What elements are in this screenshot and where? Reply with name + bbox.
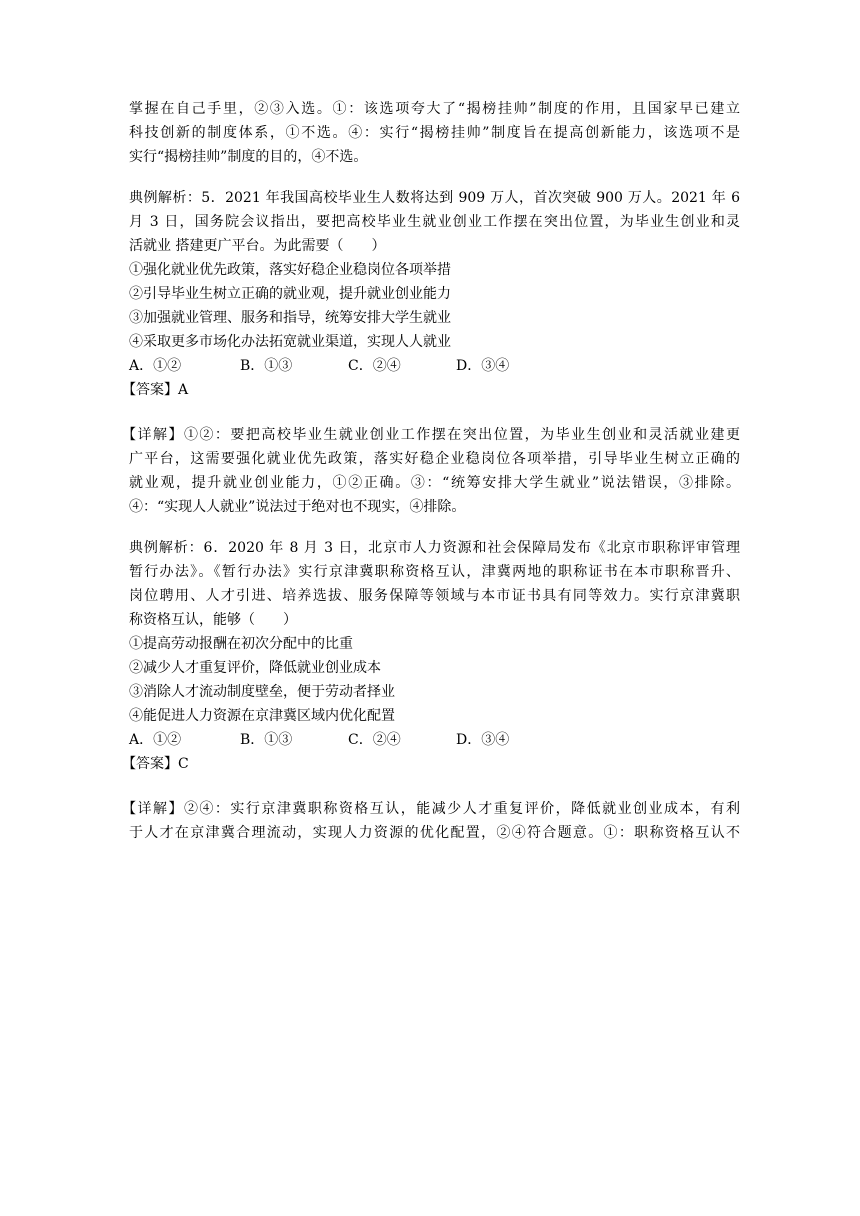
intro-line: 科技创新的制度体系，①不选。④：实行“揭榜挂帅”制度旨在提高创新能力，该选项不是 — [129, 125, 740, 141]
intro-paragraph — [129, 97, 740, 169]
q6-choices — [129, 728, 740, 752]
q5-detail-line: 就业观，提升就业创业能力，①②正确。③：“统筹安排大学生就业”说法错误，③排除。 — [129, 475, 740, 491]
q5-option-1: ①强化就业优先政策，落实好稳企业稳岗位各项举措 — [129, 262, 451, 278]
q6-answer: 【答案】C — [122, 756, 189, 772]
q5-choice-b: B．①③ — [240, 358, 293, 374]
q5-detail-line: 【详解】①②：要把高校毕业生就业创业工作摆在突出位置，为毕业生创业和灵活就业建更 — [122, 427, 740, 443]
q5-choice-c: C．②④ — [348, 358, 401, 374]
q5-stem — [129, 186, 740, 258]
q6-option-1: ①提高劳动报酬在初次分配中的比重 — [129, 636, 353, 652]
q6-detail — [122, 797, 740, 845]
q5-choice-d: D．③④ — [456, 358, 510, 374]
q6-detail-line: 【详解】②④：实行京津冀职称资格互认，能减少人才重复评价，降低就业创业成本，有利 — [122, 801, 740, 817]
q5-choices — [129, 354, 740, 378]
q6-stem — [129, 536, 740, 632]
intro-line: 实行“揭榜挂帅”制度的目的，④不选。 — [129, 149, 368, 165]
q5-detail-line: 广平台，这需要强化就业优先政策，落实好稳企业稳岗位各项举措，引导毕业生树立正确的 — [129, 451, 740, 467]
q5-option-3: ③加强就业管理、服务和指导，统筹安排大学生就业 — [129, 310, 451, 326]
intro-line: 掌握在自己手里，②③入选。①：该选项夸大了“揭榜挂帅”制度的作用，且国家早已建立 — [129, 101, 740, 117]
q5-option-2: ②引导毕业生树立正确的就业观，提升就业创业能力 — [129, 286, 451, 302]
q6-choice-a: A．①② — [129, 732, 182, 748]
q5-stem-line: 典例解析：5．2021 年我国高校毕业生人数将达到 909 万人，首次突破 900 万人。2021 年 6 — [129, 190, 740, 206]
q6-option-2: ②减少人才重复评价，降低就业创业成本 — [129, 660, 381, 676]
q5-detail-line: ④：“实现人人就业”说法过于绝对也不现实，④排除。 — [129, 499, 466, 515]
q6-stem-line: 岗位聘用、人才引进、培养选拔、服务保障等领域与本市证书具有同等效力。实行京津冀职 — [129, 588, 740, 604]
q6-stem-line: 称资格互认，能够（ ） — [129, 612, 297, 628]
q6-choice-b: B．①③ — [240, 732, 293, 748]
q6-stem-line: 暂行办法》。《暂行办法》实行京津冀职称资格互认，津冀两地的职称证书在本市职称晋升、 — [129, 564, 740, 580]
q5-stem-line: 月 3 日，国务院会议指出，要把高校毕业生就业创业工作摆在突出位置，为毕业生创业和灵 — [129, 214, 740, 230]
q5-detail — [122, 423, 740, 519]
q5-answer: 【答案】A — [122, 382, 189, 398]
q6-choice-c: C．②④ — [348, 732, 401, 748]
q5-stem-line: 活就业 搭建更广平台。为此需要（ ） — [129, 238, 386, 254]
q6-choice-d: D．③④ — [456, 732, 510, 748]
q6-option-4: ④能促进人力资源在京津冀区域内优化配置 — [129, 708, 395, 724]
q6-detail-line: 于人才在京津冀合理流动，实现人力资源的优化配置，②④符合题意。①：职称资格互认不 — [129, 825, 740, 841]
q6-option-3: ③消除人才流动制度壁垒，便于劳动者择业 — [129, 684, 395, 700]
q5-option-4: ④采取更多市场化办法拓宽就业渠道，实现人人就业 — [129, 334, 451, 350]
q6-stem-line: 典例解析：6．2020 年 8 月 3 日，北京市人力资源和社会保障局发布《北京市职称评审管理 — [129, 540, 740, 556]
q5-choice-a: A．①② — [129, 358, 182, 374]
